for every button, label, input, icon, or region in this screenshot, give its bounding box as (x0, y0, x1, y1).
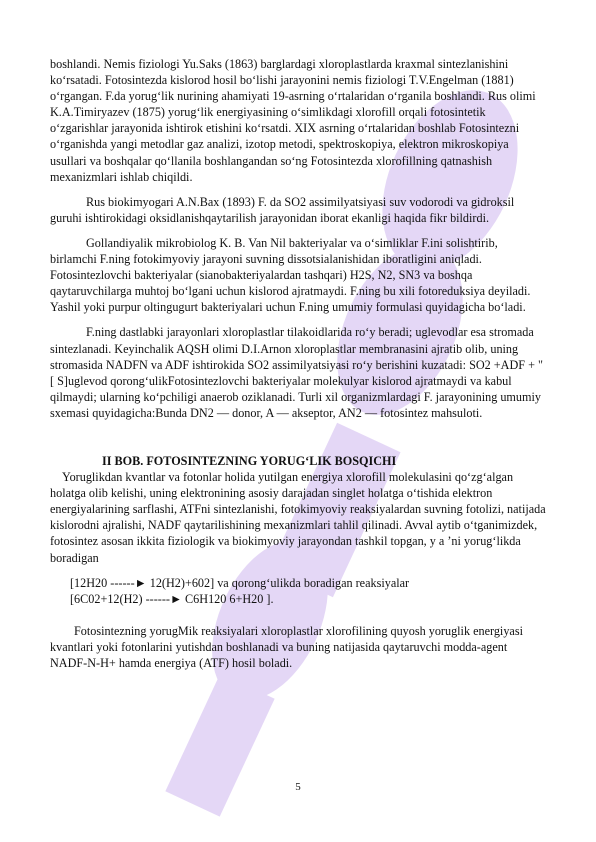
formula-dark-reaction: [6C02+12(H2) ------► C6H120 6+H20 ]. (70, 591, 274, 606)
section-paragraph: Yoruglikdan kvantlar va fotonlar holida yutilgan energiya xlorofill molekulasini qo‘zg‘algan holatga olib kelishi, uning elektronining asosiy darajadan singlet holatga o‘tishida elektron energiyalarining sarflashi, ATFni sintezlanishi, fotokimyoviy reaksiyalardan suvning fotolizi, natijada kislorodni ajralishi, NADF qaytarilishining mexanizmlari tahlil qilinadi. Avval aytib o‘tganimizdek, fotosintez asosan ikkita fiziologik va biokimyoviy jarayondan tashkil topgan, y a ’ni yorug‘likda boradigan (50, 470, 546, 565)
paragraph-2: Rus biokimyogari A.N.Bax (1893) F. da SO2 assimilyatsiyasi suv vodorodi va gidroksil guruhi ishtirokidagi oksidlanishqaytarilish jarayonidan iborat ekanligi haqida fikr bildirdi. (50, 194, 515, 225)
formula-block (50, 575, 546, 607)
document-body (50, 56, 546, 680)
paragraph-1: boshlandi. Nemis fiziologi Yu.Saks (1863) barglardagi xloroplastlarda kraxmal sintezlanishini ko‘rsatadi. Fotosintezda kislorod hosil bo‘lishi jarayonini nemis fiziologi T.V.Engelman (1881) o‘rgangan. F.da yorug‘lik nurining ahamiyati 19-asrning o‘rtalaridan o‘rganila boshlandi. Rus olimi K.A.Timiryazev (1875) yorug‘lik energiyasining o‘simlikdagi xlorofill orqali fotosintetik o‘zgarishlar jarayonida ishtirok etishini ko‘rsatdi. XIX asrning o‘rtalaridan boshlab Fotosintezni o‘rganishda yangi metodlar gaz analizi, izotop metodi, spektroskopiya, elektron mikroskopiya usullari va boshqalar qo‘llanila boshlangandan so‘ng Fotosintezda xlorofillning qatnashish mexanizmlari ishlab chiqildi. (50, 57, 536, 184)
formula-light-reaction: [12H20 ------► 12(H2)+602] va qorong‘ulikda boradigan reaksiyalar (70, 575, 410, 590)
paragraph-last: Fotosintezning yorugMik reaksiyalari xloroplastlar xlorofilining quyosh yoruglik energiyasi kvantlari yoki fotonlarini yutishdan boshlanadi va buning natijasida qaytaruvchi modda-agent NADF-N-H+ hamda energiya (ATF) hosil boladi. (50, 623, 523, 670)
chapter-heading: II BOB. FOTOSINTEZNING YORUG‘LIK BOSQICHI (102, 453, 397, 468)
page-number: 5 (295, 781, 301, 793)
paragraph-4: F.ning dastlabki jarayonlari xloroplastlar tilakoidlarida ro‘y beradi; uglevodlar esa stromada sintezlanadi. Keyinchalik AQSH olimi D.I.Arnon xloroplastlar membranasini ajratib olib, uning stromasida NADFN va ADF ishtirokida SO2 assimilyatsiyasi ro‘y berishini kuzatadi: SO2 +ADF + " [ S]uglevod qorong‘ulikFotosintezlovchi bakteriyalar molekulyar kislorod ajratmaydi va kabul qilmaydi; ularning ko‘pchiligi anaerob oziklanadi. Turli xil organizmlardagi F. jarayonining umumiy sxemasi quyidagicha:Bunda DN2 — donor, A — akseptor, AN2 — fotosintez mahsuloti. (50, 325, 543, 420)
paragraph-3: Gollandiyalik mikrobiolog K. B. Van Nil bakteriyalar va o‘simliklar F.ini solishtirib, birlamchi F.ning fotokimyoviy jarayoni suvning dissotsialanishidan iboratligini aniqladi. Fotosintezlovchi bakteriyalar (sianobakteriyalardan tashqari) H2S, N2, SN3 va boshqa qaytaruvchilarga muhtoj bo‘lgani uchun kislorod ajratmaydi. F.ning bu xili fotoreduksiya deyiladi. Yashil yoki purpur oltingugurt bakteriyalari uchun F.ning umumiy formulasi quyidagicha bo‘ladi. (50, 235, 531, 315)
